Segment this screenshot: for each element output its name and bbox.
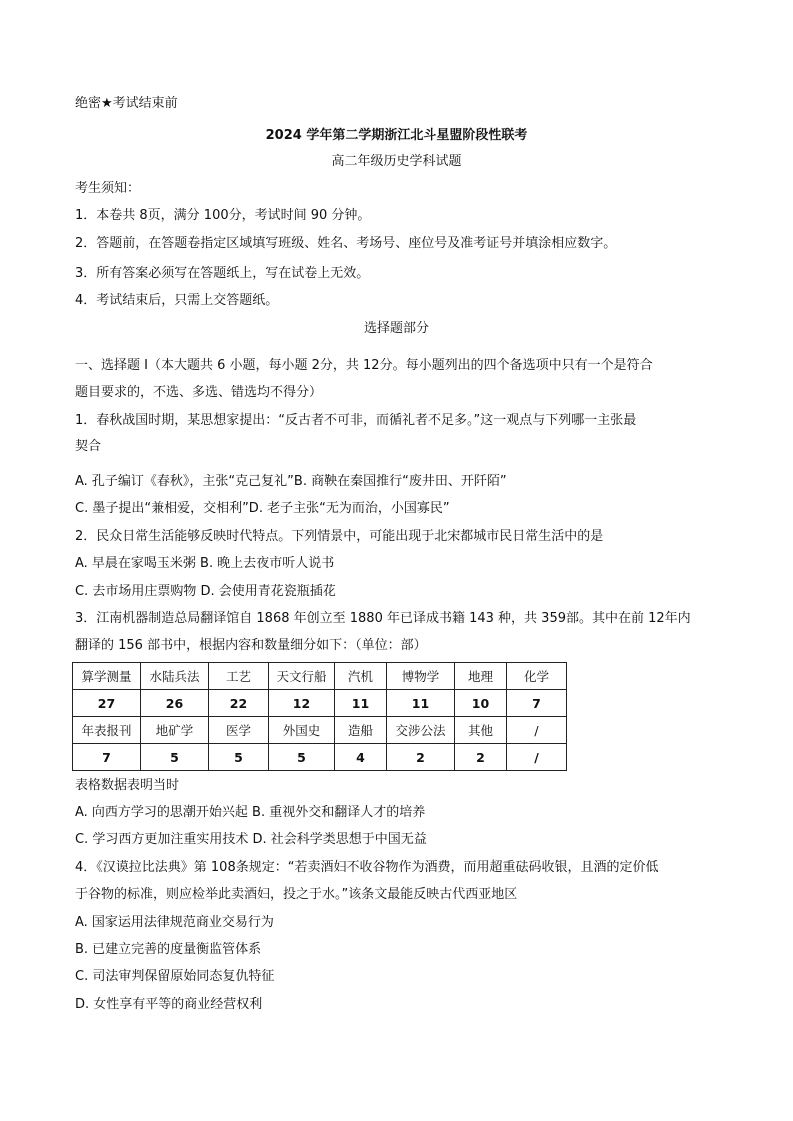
table-cell: 11 (387, 690, 455, 717)
q2-options-ab: A. 早晨在家喝玉米粥 B. 晚上去夜市听人说书 (75, 556, 335, 571)
table-row (73, 690, 567, 717)
table-cell: 2 (387, 744, 455, 771)
notice-item: 3．所有答案必须写在答题纸上，写在试卷上无效。 (75, 266, 370, 281)
q2-stem: 2．民众日常生活能够反映时代特点。下列情景中，可能出现于北宋都城市民日常生活中的是 (75, 529, 604, 544)
q3-options-cd: C. 学习西方更加注重实用技术 D. 社会科学类思想于中国无益 (75, 832, 427, 847)
q2-options-cd: C. 去市场用庄票购物 D. 会使用青花瓷瓶插花 (75, 584, 336, 599)
table-cell: 交涉公法 (387, 717, 455, 744)
table-row (73, 744, 567, 771)
table-cell: 工艺 (209, 663, 269, 690)
q4-stem: 4．《汉谟拉比法典》第 108条规定：“若卖酒妇不收谷物作为酒费，而用超重砝码收银，且酒的定价低 (75, 860, 659, 875)
q1-options-ab: A. 孔子编订《春秋》，主张“克己复礼”B. 商鞅在秦国推行“废井田、开阡陌” (75, 474, 507, 489)
q4-option-d: D. 女性享有平等的商业经营权利 (75, 997, 263, 1012)
exam-title: 2024 学年第二学期浙江北斗星盟阶段性联考 (265, 128, 528, 143)
table-cell: 医学 (209, 717, 269, 744)
q4-option-b: B. 已建立完善的度量衡监管体系 (75, 942, 262, 957)
notice-item: 2．答题前，在答题卷指定区域填写班级、姓名、考场号、座位号及准考证号并填涂相应数字。 (75, 236, 617, 251)
subject-title: 高二年级历史学科试题 (331, 154, 462, 169)
translation-stats-table (72, 662, 567, 771)
table-cell: 地理 (455, 663, 507, 690)
table-cell: 天文行船 (269, 663, 335, 690)
part1-instructions-cont: 题目要求的，不选、多选、错选均不得分） (75, 385, 323, 400)
q1-stem: 1．春秋战国时期，某思想家提出：“反古者不可非，而循礼者不足多。”这一观点与下列哪一主张最 (75, 413, 637, 428)
table-cell: 4 (335, 744, 387, 771)
q3-after-table: 表格数据表明当时 (75, 778, 180, 793)
table-cell: 22 (209, 690, 269, 717)
q1-stem-cont: 契合 (75, 439, 102, 454)
q4-option-a: A. 国家运用法律规范商业交易行为 (75, 915, 274, 930)
notice-item: 1．本卷共 8页，满分 100分，考试时间 90 分钟。 (75, 208, 371, 223)
section-title: 选择题部分 (363, 321, 429, 336)
q4-option-c: C. 司法审判保留原始同态复仇特征 (75, 969, 275, 984)
table-cell: 11 (335, 690, 387, 717)
table-cell: 水陆兵法 (141, 663, 209, 690)
q1-options-cd: C. 墨子提出“兼相爱，交相利”D. 老子主张“无为而治，小国寡民” (75, 501, 450, 516)
notice-heading: 考生须知： (75, 181, 141, 196)
table-cell: 27 (73, 690, 141, 717)
table-cell: 10 (455, 690, 507, 717)
table-cell: 造船 (335, 717, 387, 744)
table-cell: 化学 (507, 663, 567, 690)
q3-options-ab: A. 向西方学习的思潮开始兴起 B. 重视外交和翻译人才的培养 (75, 805, 426, 820)
table-cell: 2 (455, 744, 507, 771)
table-cell: 算学测量 (73, 663, 141, 690)
table-cell: / (507, 717, 567, 744)
table-cell: 7 (507, 690, 567, 717)
table-cell: 26 (141, 690, 209, 717)
table-cell: 5 (141, 744, 209, 771)
table-cell: 5 (209, 744, 269, 771)
table-cell: 12 (269, 690, 335, 717)
q3-stem-cont: 翻译的 156 部书中，根据内容和数量细分如下：（单位：部） (75, 638, 427, 653)
table-cell: 博物学 (387, 663, 455, 690)
table-row (73, 717, 567, 744)
table-cell: 外国史 (269, 717, 335, 744)
table-cell: 其他 (455, 717, 507, 744)
part1-instructions: 一、选择题 I（本大题共 6 小题，每小题 2分，共 12分。每小题列出的四个备选项中只有一个是符合 (75, 358, 653, 373)
table-row (73, 663, 567, 690)
notice-item: 4．考试结束后，只需上交答题纸。 (75, 293, 279, 308)
table-cell: 年表报刊 (73, 717, 141, 744)
q4-stem-cont: 于谷物的标准，则应检举此卖酒妇，投之于水。”该条文最能反映古代西亚地区 (75, 887, 518, 902)
q3-stem: 3．江南机器制造总局翻译馆自 1868 年创立至 1880 年已译成书籍 143 种，共 359部。其中在前 12年内 (75, 611, 691, 626)
table-cell: / (507, 744, 567, 771)
table-cell: 地矿学 (141, 717, 209, 744)
table-cell: 7 (73, 744, 141, 771)
table-cell: 汽机 (335, 663, 387, 690)
table-cell: 5 (269, 744, 335, 771)
secret-mark: 绝密★考试结束前 (75, 96, 178, 111)
